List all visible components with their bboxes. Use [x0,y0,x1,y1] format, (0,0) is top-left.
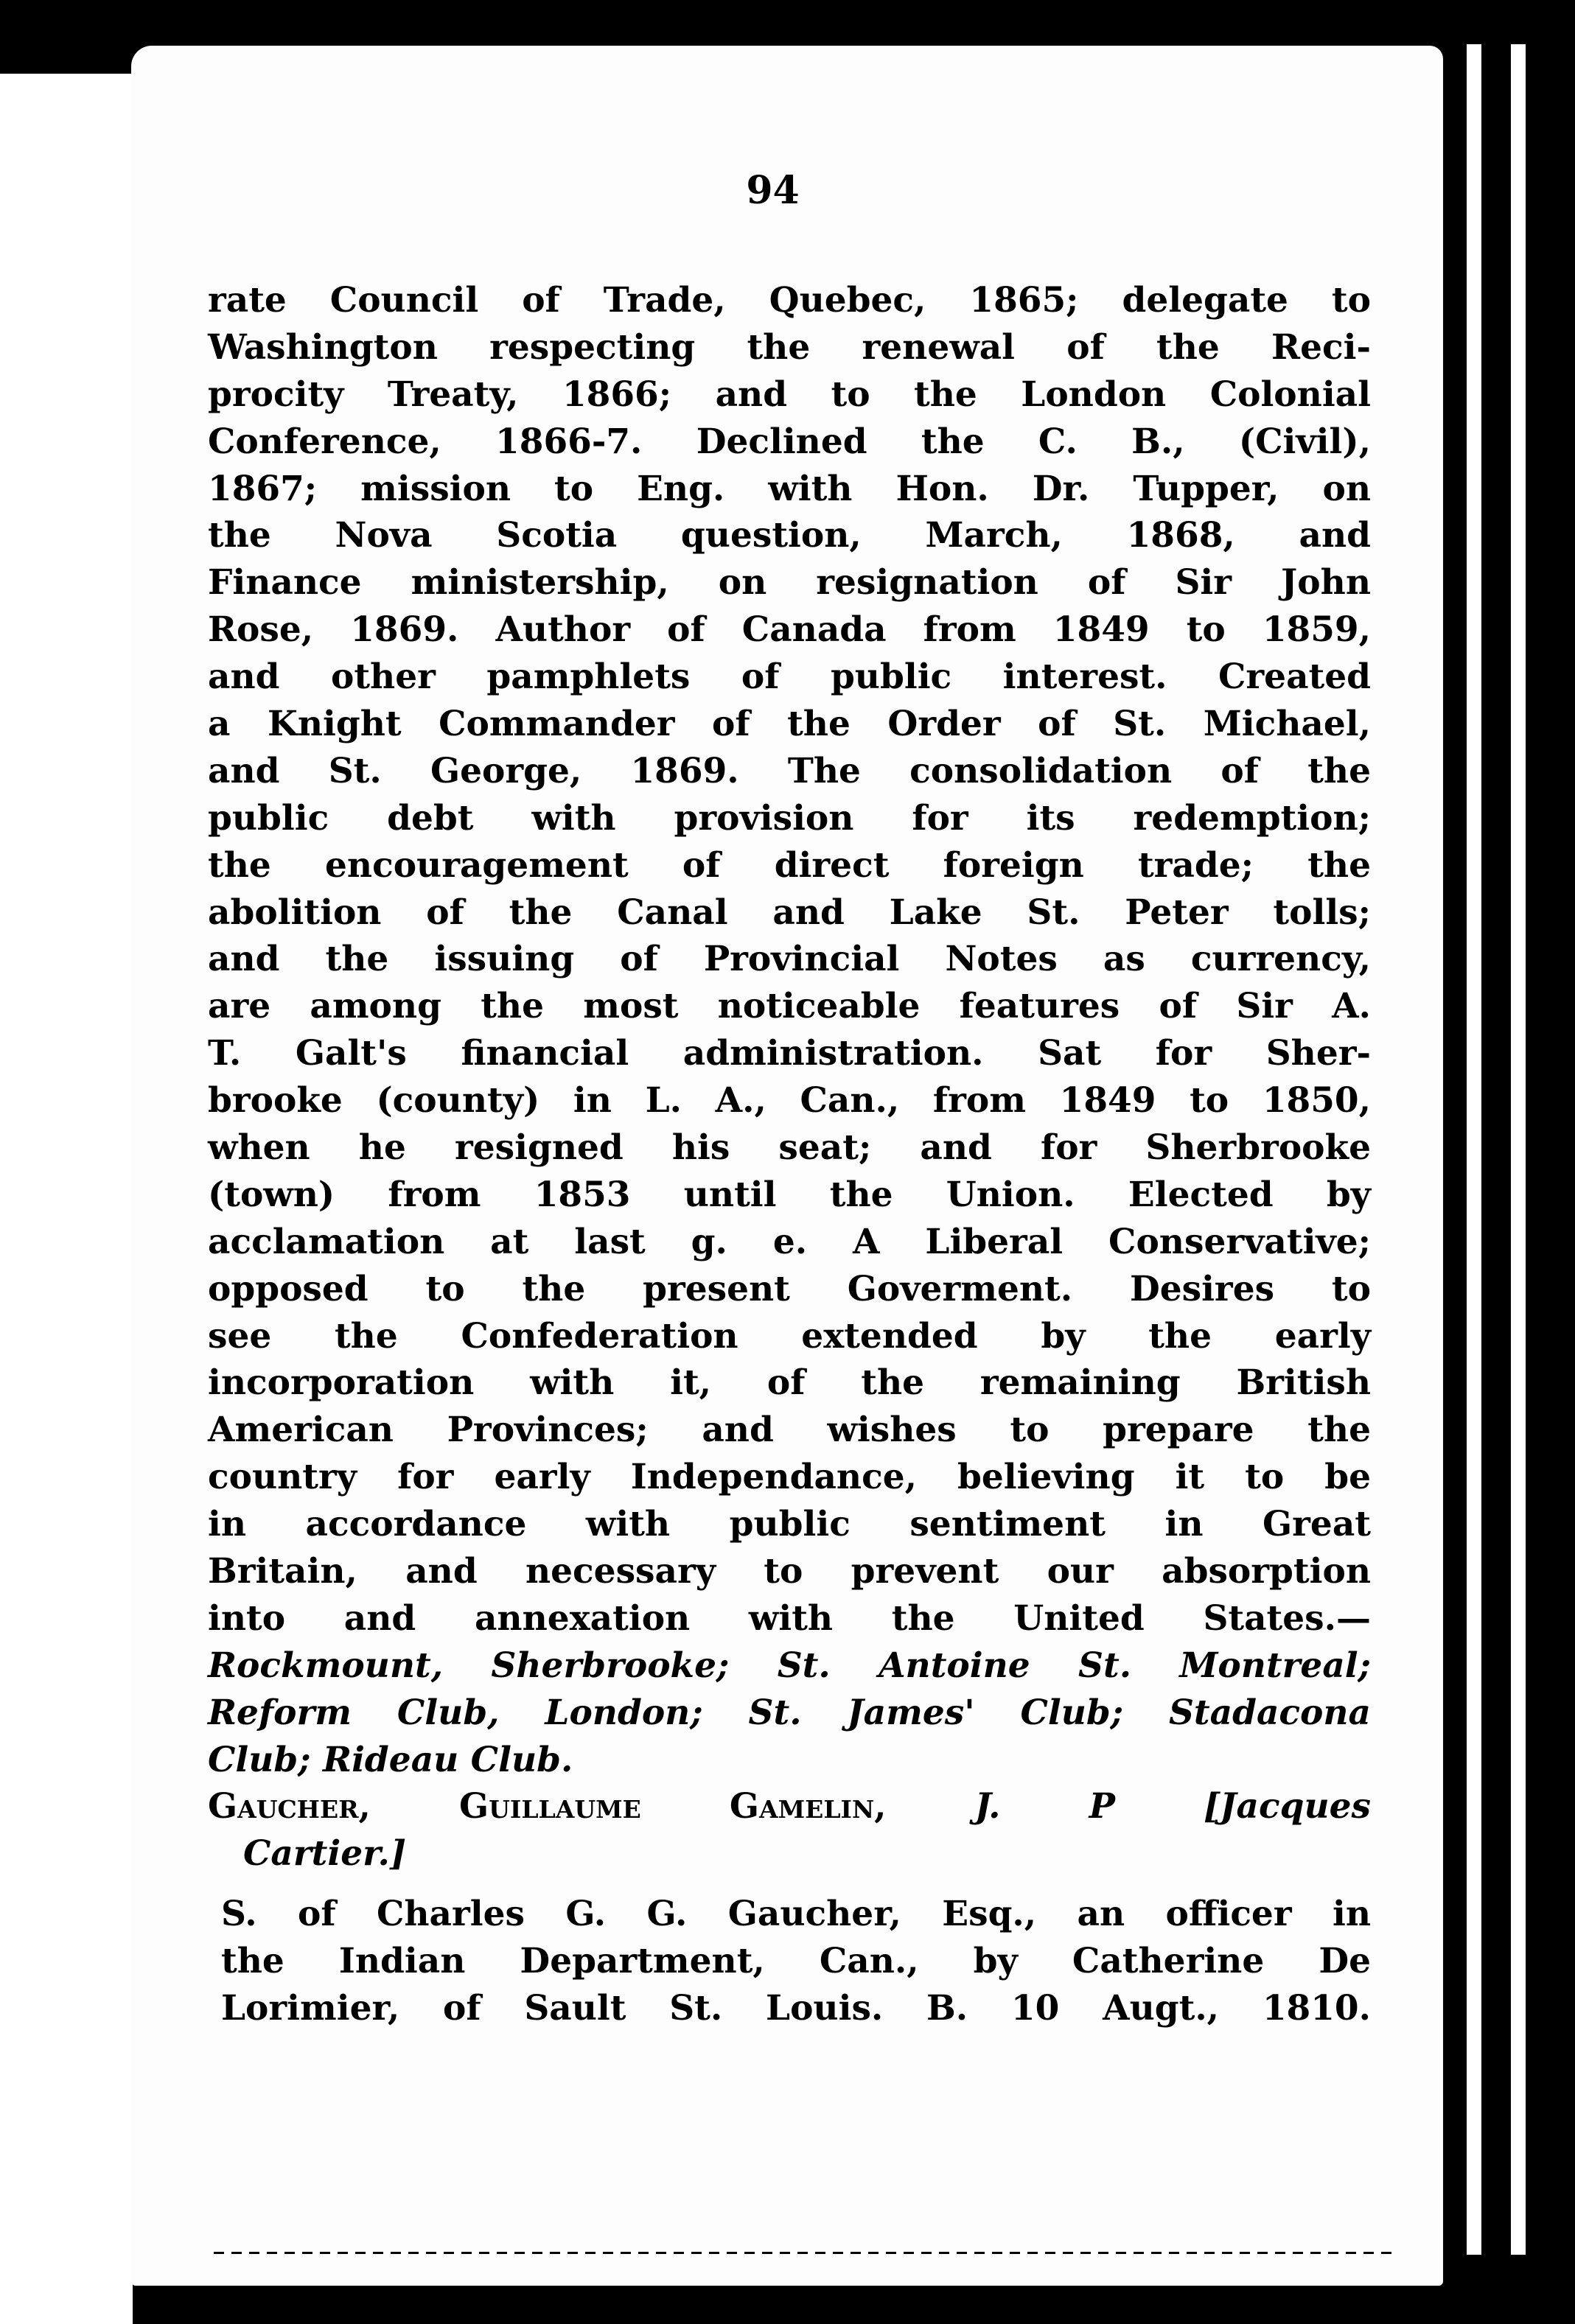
text-line: opposed to the present Goverment. Desires to [208,1268,1371,1309]
text-line: the Indian Department, Can., by Catherine De [221,1941,1371,1981]
entry-body [221,1891,1371,2032]
text-line: and the issuing of Provincial Notes as currency, [208,939,1371,980]
biography-text [208,277,1371,1784]
text-line: when he resigned his seat; and for Sherbrooke [208,1127,1371,1169]
entry-title: J. P [974,1786,1115,1827]
text-line: Britain, and necessary to prevent our absorption [208,1551,1371,1592]
entry-heading [208,1783,1371,1877]
text-line: a Knight Commander of the Order of St. Michael, [208,704,1371,745]
text-line: Rose, 1869. Author of Canada from 1849 to 1859, [208,609,1371,651]
text-line: S. of Charles G. G. Gaucher, Esq., an officer in [221,1894,1371,1934]
text-line: rate Council of Trade, Quebec, 1865; delegate to [208,280,1371,321]
scan-binding-bar [1481,29,1511,2284]
text-line: country for early Independance, believing it to be [208,1457,1371,1498]
text-line: brooke (county) in L. A., Can., from 1849 to 1850, [208,1080,1371,1121]
entry-constituency-cont: Cartier.] [243,1833,407,1874]
text-line: and St. George, 1869. The consolidation of the [208,750,1371,791]
text-line: into and annexation with the United States.— [208,1597,1371,1639]
text-line: Conference, 1866-7. Declined the C. B., (Civil), [208,421,1371,462]
text-line: T. Galt's financial administration. Sat for Sher- [208,1033,1371,1074]
entry-name: Gaucher, Guillaume Gamelin, [208,1786,887,1827]
text-line: Washington respecting the renewal of the Reci- [208,326,1371,368]
text-line: the encouragement of direct foreign trade; the [208,844,1371,886]
text-line: are among the most noticeable features of Sir A. [208,986,1371,1027]
text-line: 1867; mission to Eng. with Hon. Dr. Tupper, on [208,468,1371,509]
scan-bottom-edge [214,2252,1393,2254]
entry-constituency: [Jacques [1204,1786,1371,1827]
text-line: see the Confederation extended by the early [208,1315,1371,1357]
text-line: public debt with provision for its redemption; [208,797,1371,839]
page-number: 94 [746,168,800,213]
text-line: Finance ministership, on resignation of Sir John [208,562,1371,603]
text-line: procity Treaty, 1866; and to the London Colonial [208,374,1371,415]
text-line: incorporation with it, of the remaining British [208,1362,1371,1404]
text-line: the Nova Scotia question, March, 1868, and [208,515,1371,556]
address-line: Reform Club, London; St. James' Club; Stadacona [208,1692,1371,1733]
text-line: in accordance with public sentiment in Great [208,1504,1371,1545]
text-line: (town) from 1853 until the Union. Elected by [208,1174,1371,1215]
text-line: acclamation at last g. e. A Liberal Conservative; [208,1221,1371,1262]
address-line: Rockmount, Sherbrooke; St. Antoine St. Montreal; [208,1645,1371,1686]
address-line: Club; Rideau Club. [208,1739,573,1780]
scan-left-edge [0,74,133,2324]
text-line: Lorimier, of Sault St. Louis. B. 10 Augt., 1810. [221,1988,1371,2029]
text-line: abolition of the Canal and Lake St. Peter tolls; [208,892,1371,933]
text-line: and other pamphlets of public interest. Created [208,657,1371,698]
entry-heading-line [208,1783,1371,1830]
text-line: American Provinces; and wishes to prepare the [208,1410,1371,1451]
